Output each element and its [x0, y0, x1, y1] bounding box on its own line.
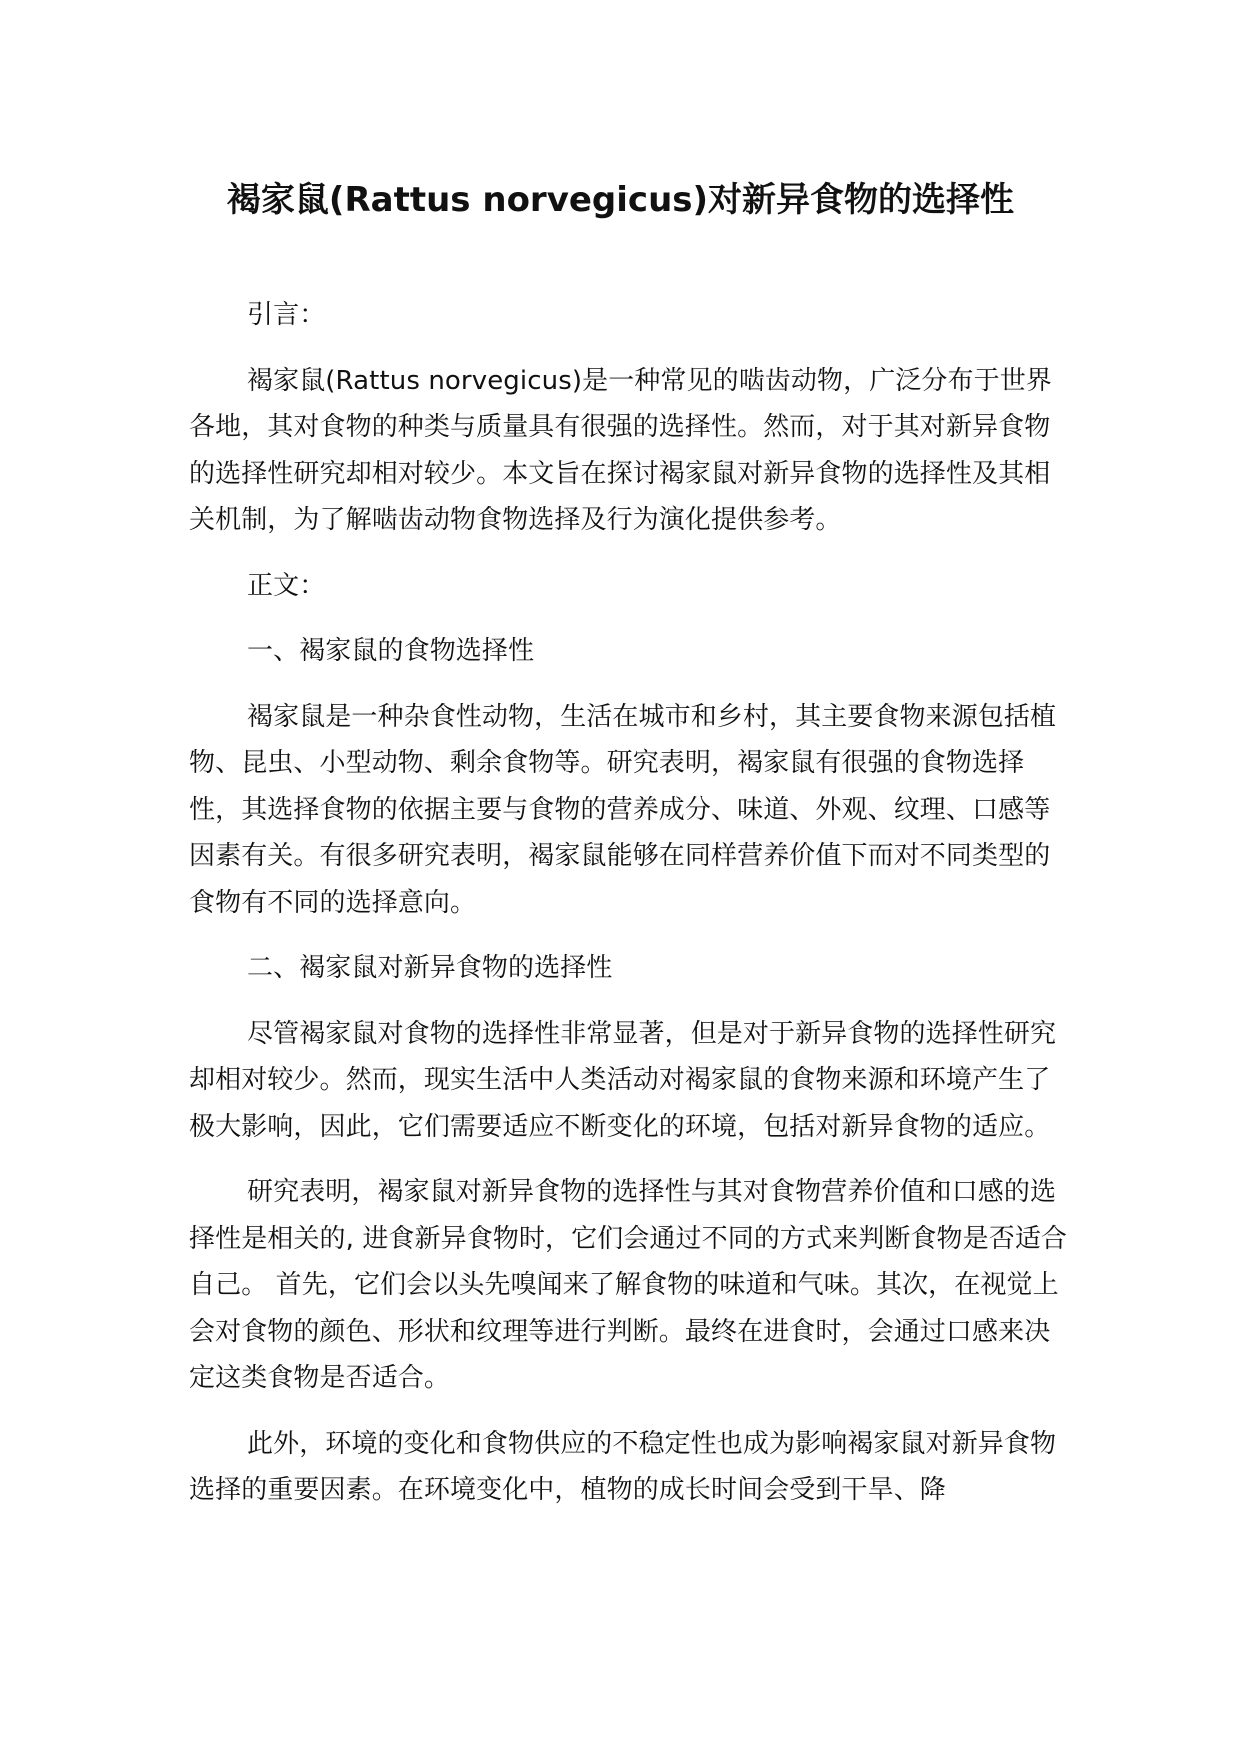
section-1-paragraph: 褐家鼠是一种杂食性动物，生活在城市和乡村，其主要食物来源包括植物、昆虫、小型动物、剩余食物等。研究表明，褐家鼠有很强的食物选择性，其选择食物的依据主要与食物的营养成分、味道、外观、纹理、口感等因素有关。有很多研究表明，褐家鼠能够在同样营养价值下而对不同类型的食物有不同的选择意向。 — [189, 701, 1057, 918]
intro-paragraph: 褐家鼠(Rattus norvegicus)是一种常见的啮齿动物，广泛分布于世界各地，其对食物的种类与质量具有很强的选择性。然而，对于其对新异食物的选择性研究却相对较少。本文旨在探讨褐家鼠对新异食物的选择性及其相关机制，为了解啮齿动物食物选择及行为演化提供参考。 — [189, 365, 1052, 535]
section-heading-1: 一、褐家鼠的食物选择性 — [247, 636, 535, 666]
section-2-paragraph-1: 尽管褐家鼠对食物的选择性非常显著，但是对于新异食物的选择性研究却相对较少。然而，现实生活中人类活动对褐家鼠的食物来源和环境产生了极大影响，因此，它们需要适应不断变化的环境，包括对新异食物的适应。 — [189, 1018, 1057, 1142]
section-2-paragraph-3: 此外，环境的变化和食物供应的不稳定性也成为影响褐家鼠对新异食物选择的重要因素。在环境变化中，植物的成长时间会受到干旱、降 — [189, 1428, 1057, 1505]
document-body — [189, 292, 1073, 1533]
section-heading-2: 二、褐家鼠对新异食物的选择性 — [247, 953, 613, 983]
body-heading: 正文： — [247, 570, 326, 601]
document-title: 褐家鼠(Rattus norvegicus)对新异食物的选择性 — [226, 180, 1015, 220]
intro-heading: 引言： — [247, 300, 326, 330]
section-2-paragraph-2: 研究表明，褐家鼠对新异食物的选择性与其对食物营养价值和口感的选择性是相关的, 进食新异食物时，它们会通过不同的方式来判断食物是否适合自己。 首先，它们会以头先嗅闻来了解食物的味道和气味。其次，在视觉上会对食物的颜色、形状和纹理等进行判断。最终在进食时，会通过口感来决定这类食物是否适合。 — [189, 1177, 1068, 1393]
